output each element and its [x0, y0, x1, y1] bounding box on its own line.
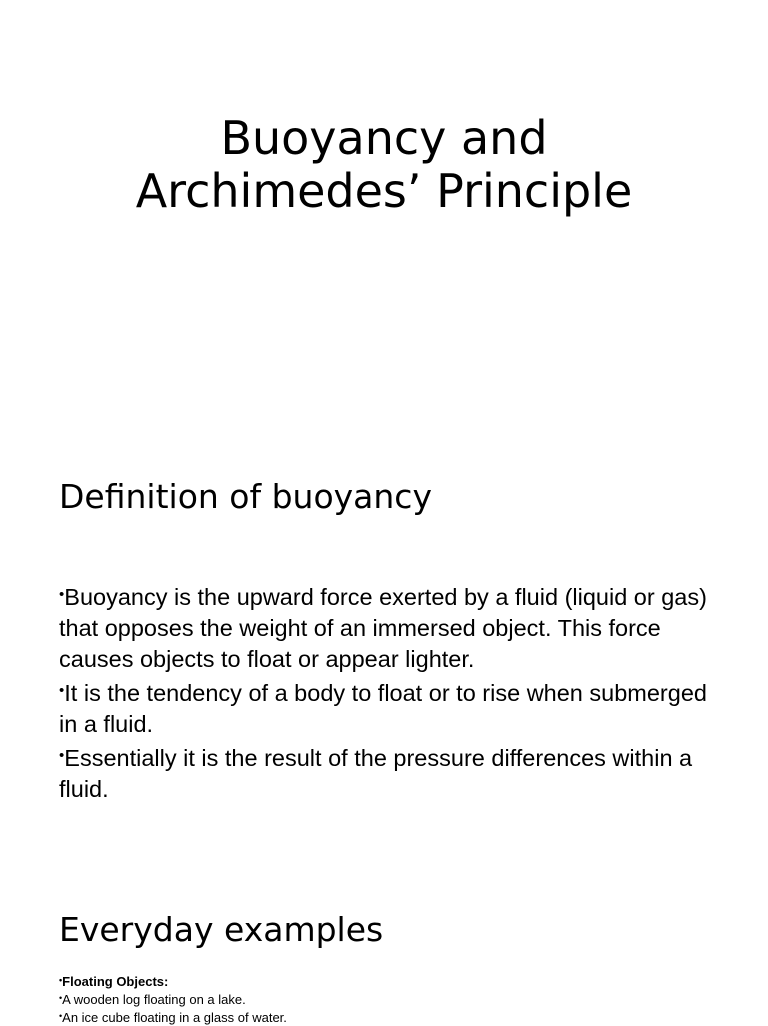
definition-point-text: It is the tendency of a body to float or to rise when submerged in a fluid.: [59, 680, 707, 737]
definition-point-text: Essentially it is the result of the pressure differences within a fluid.: [59, 745, 693, 802]
bullet-icon: •: [59, 993, 63, 1003]
bullet-icon: •: [59, 747, 65, 764]
example-item-1: [59, 990, 719, 1008]
example-item-text: An ice cube floating in a glass of water.: [62, 1010, 287, 1025]
definition-point-1: [59, 579, 719, 675]
examples-subheading: [59, 972, 719, 990]
bullet-icon: •: [59, 975, 63, 985]
definition-point-text: Buoyancy is the upward force exerted by a fluid (liquid or gas) that opposes the weight of an immersed object. This force causes objects to float or appear lighter.: [59, 584, 707, 672]
examples-list: [59, 972, 719, 1026]
examples-subheading-text: Floating Objects:: [62, 974, 169, 989]
example-item-text: A wooden log floating on a lake.: [62, 992, 246, 1007]
bullet-icon: •: [59, 586, 65, 603]
definition-point-3: [59, 740, 719, 805]
title-line-1: Buoyancy and: [220, 111, 548, 165]
bullet-icon: •: [59, 682, 65, 699]
definition-point-2: [59, 675, 719, 740]
examples-heading: Everyday examples: [59, 910, 384, 949]
definition-list: [59, 579, 719, 805]
example-item-2: [59, 1008, 719, 1026]
slide-title: [0, 112, 768, 218]
title-line-2: Archimedes’ Principle: [135, 164, 633, 218]
definition-heading: Definition of buoyancy: [59, 477, 432, 516]
bullet-icon: •: [59, 1011, 63, 1021]
